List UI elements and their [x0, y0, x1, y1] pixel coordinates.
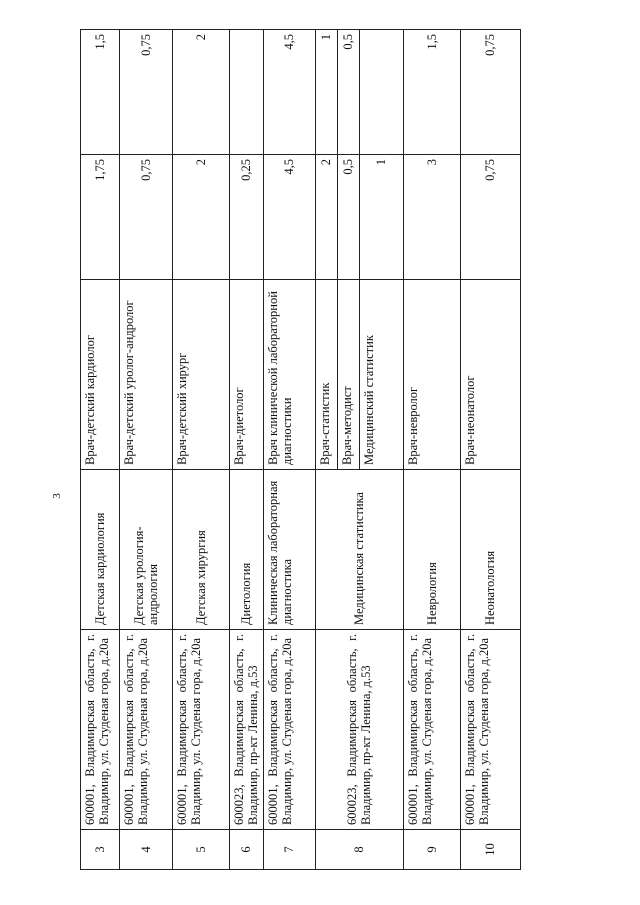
- rate1-cell: 1,75: [81, 155, 120, 280]
- rate2-cell: 2: [173, 30, 230, 155]
- rate1-cell: 0,25: [230, 155, 264, 280]
- row-number: 7: [263, 830, 315, 870]
- table-row: [173, 30, 230, 870]
- rate1-cell: 3: [403, 155, 460, 280]
- rotated-table-container: [80, 30, 510, 870]
- position-cell: Медицинский статистик: [359, 280, 403, 470]
- position-cell: Врач-диетолог: [230, 280, 264, 470]
- rate1-cell: 4,5: [263, 155, 315, 280]
- page-number: 3: [51, 493, 63, 499]
- table-row: [403, 30, 460, 870]
- row-number: 5: [173, 830, 230, 870]
- position-cell: Врач-неонатолог: [460, 280, 520, 470]
- position-cell: Врач-детский хирург: [173, 280, 230, 470]
- table-row: [230, 30, 264, 870]
- rate2-cell: [230, 30, 264, 155]
- row-number: 10: [460, 830, 520, 870]
- address-cell: 600001, Владимирская область, г. Владимир, ул. Студеная гора, д.20а: [263, 630, 315, 830]
- rate1-cell: 1: [359, 155, 403, 280]
- table-row: [263, 30, 315, 870]
- table-row: [315, 30, 337, 870]
- rate1-cell: 0,5: [337, 155, 359, 280]
- table-row: [120, 30, 173, 870]
- specialty-cell: Детская кардиология: [81, 470, 120, 630]
- table-row: [460, 30, 520, 870]
- specialty-cell: Диетология: [230, 470, 264, 630]
- row-number: 8: [315, 830, 403, 870]
- address-cell: 600001, Владимирская область, г. Владимир, ул. Студеная гора, д.20а: [120, 630, 173, 830]
- rate1-cell: 0,75: [460, 155, 520, 280]
- address-cell: 600001, Владимирская область, г. Владимир, ул. Студеная гора, д.20а: [81, 630, 120, 830]
- table-row: [81, 30, 120, 870]
- position-cell: Врач-детский кардиолог: [81, 280, 120, 470]
- row-number: 9: [403, 830, 460, 870]
- rate2-cell: [359, 30, 403, 155]
- row-number: 4: [120, 830, 173, 870]
- rate1-cell: 2: [315, 155, 337, 280]
- row-number: 6: [230, 830, 264, 870]
- specialty-cell: Медицинская статистика: [315, 470, 403, 630]
- staffing-table: [80, 29, 521, 870]
- rate2-cell: 1: [315, 30, 337, 155]
- position-cell: Врач-методист: [337, 280, 359, 470]
- rate2-cell: 1,5: [81, 30, 120, 155]
- row-number: 3: [81, 830, 120, 870]
- address-cell: 600001, Владимирская область, г. Владимир, ул. Студеная гора, д.20а: [403, 630, 460, 830]
- address-cell: 600001, Владимирская область, г. Владимир, ул. Студеная гора, д.20а: [460, 630, 520, 830]
- rate2-cell: 0,75: [120, 30, 173, 155]
- rate2-cell: 4,5: [263, 30, 315, 155]
- position-cell: Врач-статистик: [315, 280, 337, 470]
- rate1-cell: 2: [173, 155, 230, 280]
- address-cell: 600023, Владимирская область, г. Владимир, пр-кт Ленина, д.53: [230, 630, 264, 830]
- position-cell: Врач-невролог: [403, 280, 460, 470]
- specialty-cell: Неонатология: [460, 470, 520, 630]
- address-cell: 600001, Владимирская область, г. Владимир, ул. Студеная гора, д.20а: [173, 630, 230, 830]
- rate2-cell: 1,5: [403, 30, 460, 155]
- rate2-cell: 0,75: [460, 30, 520, 155]
- rate2-cell: 0,5: [337, 30, 359, 155]
- position-cell: Врач-детский уролог-андролог: [120, 280, 173, 470]
- specialty-cell: Клиническая лабораторная диагностика: [263, 470, 315, 630]
- rate1-cell: 0,75: [120, 155, 173, 280]
- address-cell: 600023, Владимирская область, г. Владимир, пр-кт Ленина, д.53: [315, 630, 403, 830]
- specialty-cell: Детская хирургия: [173, 470, 230, 630]
- specialty-cell: Неврология: [403, 470, 460, 630]
- position-cell: Врач клинической лабораторной диагностики: [263, 280, 315, 470]
- specialty-cell: Детская урология-андрология: [120, 470, 173, 630]
